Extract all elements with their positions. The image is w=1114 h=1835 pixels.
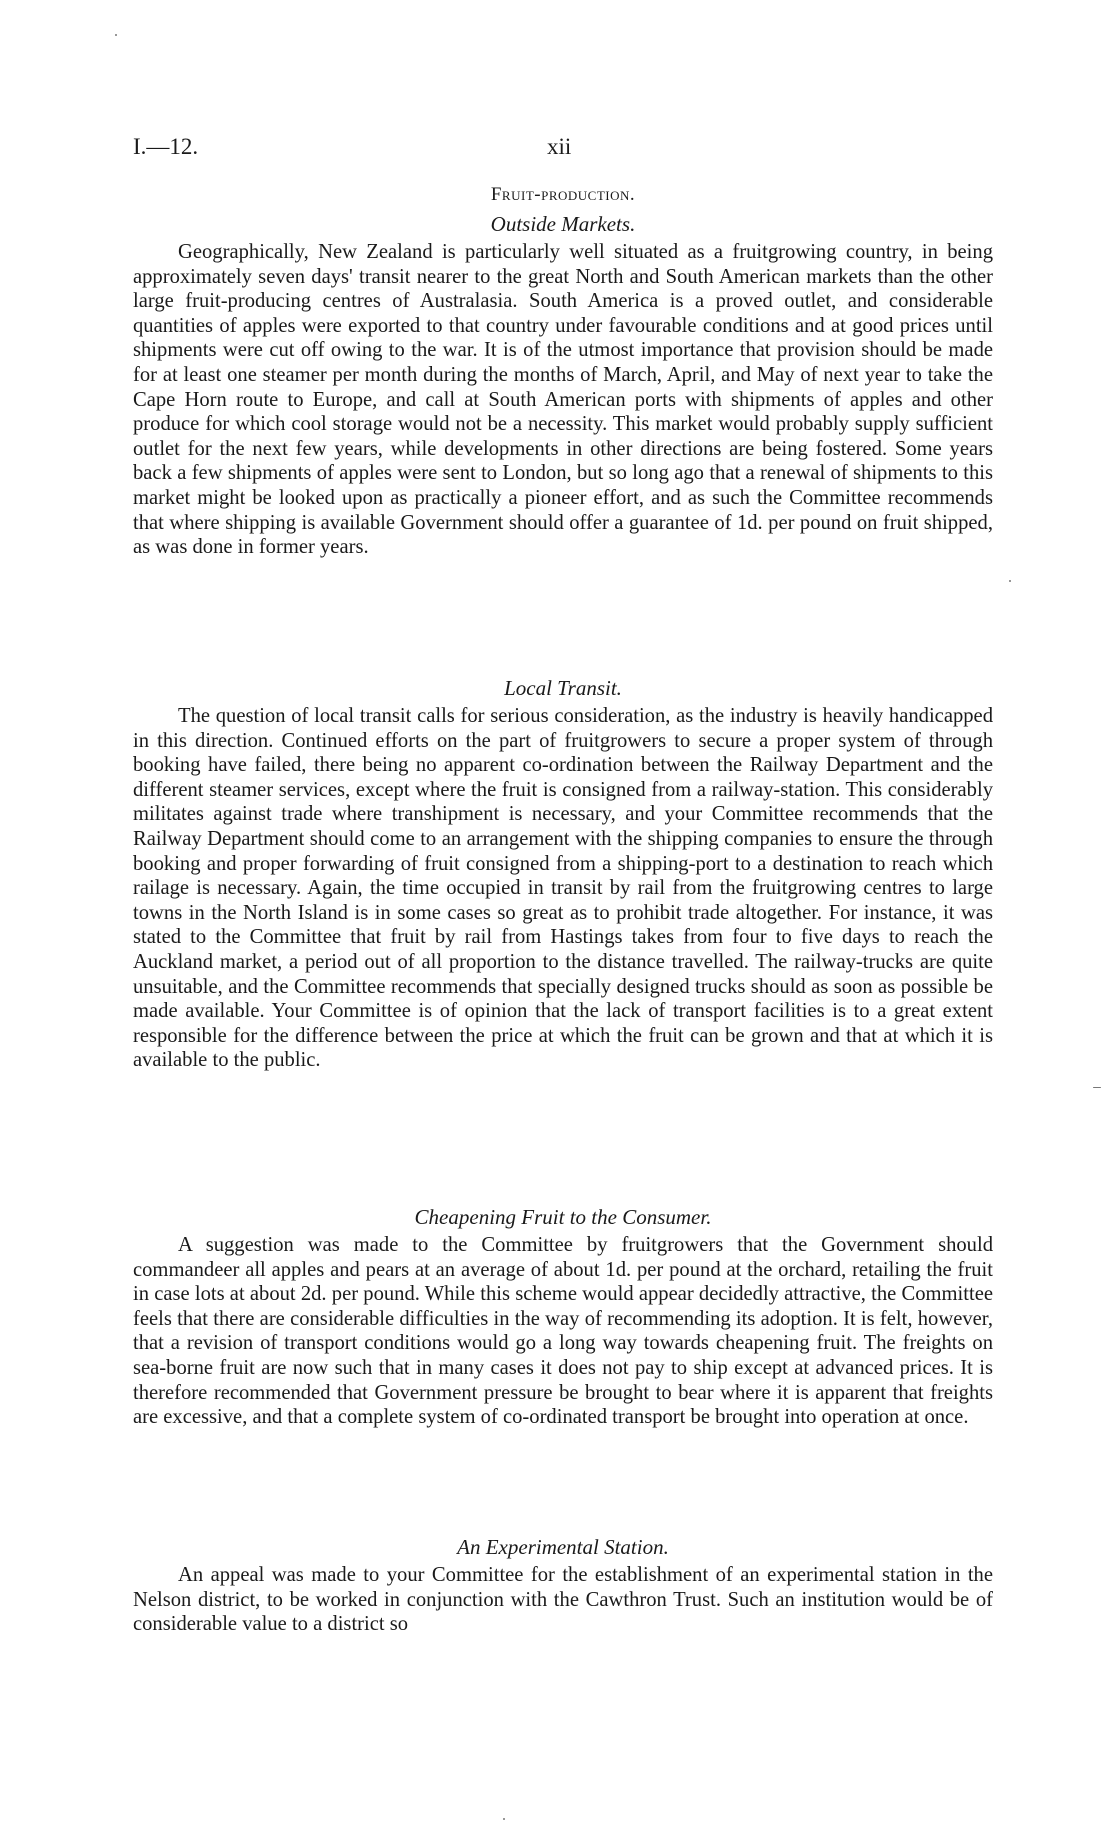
paragraph-local-transit: The question of local transit calls for serious consideration, as the industry is heavily handicapped in this direction. Continued efforts on the part of fruitgrowers to secure a proper system of through booking have failed, there being no apparent co-ordination between the Railway Department and the different steamer services, except where the fruit is consigned from a railway-station. This considerably militates against trade where transhipment is necessary, and your Committee recommends that the Railway Department should come to an arrangement with the shipping companies to ensure the through booking and proper forwarding of fruit consigned from a shipping-port to a destination to reach which railage is necessary. Again, the time occupied in transit by rail from the fruitgrowing centres to large towns in the North Island is in some cases so great as to prohibit trade altogether. For instance, it was stated to the Committee that fruit by rail from Hastings takes from four to five days to reach the Auckland market, a period out of all proportion to the distance travelled. The railway-trucks are quite unsuitable, and the Committee recommends that specially designed trucks should as soon as possible be made available. Your Committee is of opinion that the lack of transport facilities is to a great extent responsible for the difference between the price at which the fruit can be grown and that at which it is available to the public.: [133, 705, 993, 1072]
paragraph-outside-markets: Geographically, New Zealand is particularly well situated as a fruitgrowing country, in being approximately seven days' transit nearer to the great North and South American markets than the other large fruit-producing centres of Australasia. South America is a proved outlet, and considerable quantities of apples were exported to that country under favourable conditions and at good prices until shipments were cut off owing to the war. It is of the utmost importance that provision should be made for at least one steamer per month during the months of March, April, and May of next year to take the Cape Horn route to Europe, and call at South American ports with shipments of apples and other produce for which cool storage would not be a necessity. This market would probably supply sufficient outlet for the next few years, while developments in other directions are being fostered. Some years back a few shipments of apples were sent to London, but so long ago that a renewal of shipments to this market might be looked upon as practically a pioneer effort, and as such the Committee recommends that where shipping is available Government should offer a guarantee of 1d. per pound on fruit shipped, as was done in former years.: [133, 241, 993, 559]
subheading-local-transit: Local Transit.: [504, 676, 622, 700]
section-title: Fruit-production.: [490, 184, 636, 205]
scan-speck: [503, 1818, 505, 1820]
paragraph-cheapening-fruit: A suggestion was made to the Committee by fruitgrowers that the Government should commandeer all apples and pears at an average of about 1d. per pound at the orchard, retailing the fruit in case lots at about 2d. per pound. While this scheme would appear decidedly attractive, the Committee feels that there are considerable difficulties in the way of recommending its adoption. It is felt, however, that a revision of transport conditions would go a long way towards cheapening fruit. The freights on sea-borne fruit are now such that in many cases it does not pay to ship except at advanced prices. It is therefore recommended that Government pressure be brought to bear where it is apparent that freights are excessive, and that a complete system of co-ordinated transport be brought into operation at once.: [133, 1234, 993, 1429]
paragraph-experimental-station: An appeal was made to your Committee for the establishment of an experimental station in the Nelson district, to be worked in conjunction with the Cawthron Trust. Such an institution would be of considerable value to a district so: [133, 1564, 993, 1636]
page-header: [133, 134, 993, 164]
scan-speck: [1093, 1087, 1101, 1088]
scan-speck: [115, 34, 117, 36]
subheading-cheapening-fruit: Cheapening Fruit to the Consumer.: [414, 1205, 712, 1229]
subheading-outside-markets: Outside Markets.: [490, 212, 636, 236]
scan-speck: [1009, 580, 1011, 582]
document-reference: I.—12.: [133, 134, 199, 159]
subheading-experimental-station: An Experimental Station.: [457, 1535, 669, 1559]
page-number: xii: [547, 134, 572, 159]
